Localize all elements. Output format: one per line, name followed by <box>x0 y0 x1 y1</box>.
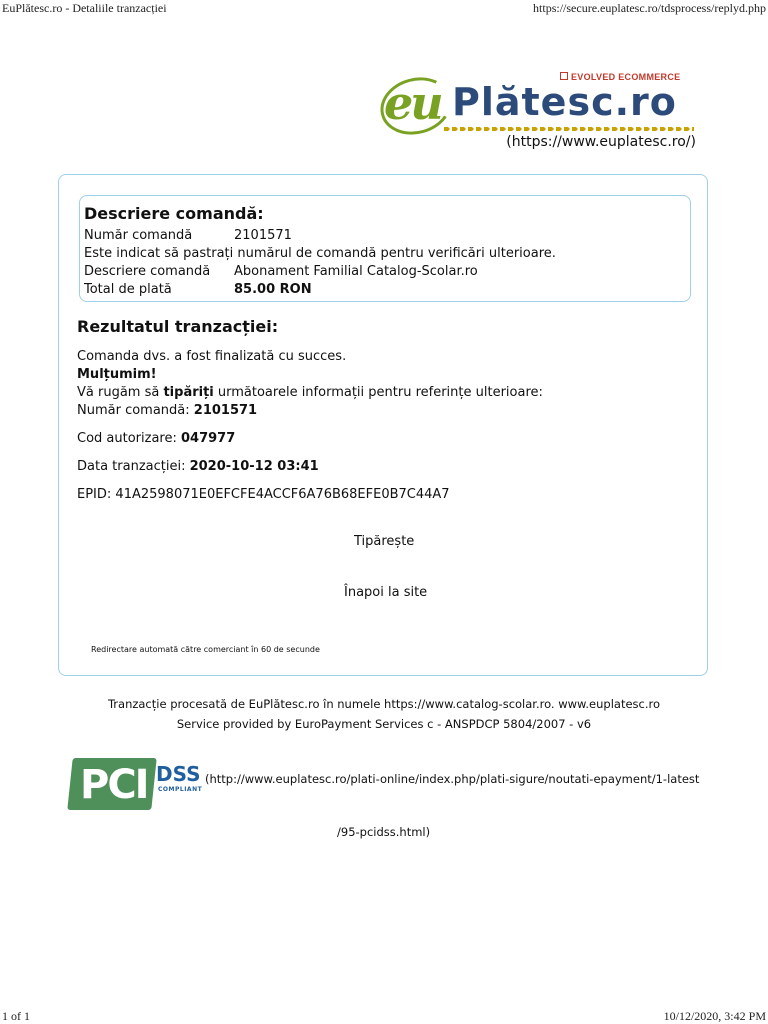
order-number-label: Număr comandă <box>84 228 193 243</box>
order-number-row <box>84 228 292 243</box>
pci-text: PCI <box>80 762 148 808</box>
order-total-row <box>84 282 312 297</box>
order-total-label: Total de plată <box>84 282 172 297</box>
print-header-url: https://secure.euplatesc.ro/tdsprocess/replyd.php <box>533 1 766 15</box>
result-date: Data tranzacției: 2020-10-12 03:41 <box>77 459 319 474</box>
square-icon <box>560 72 568 80</box>
footer-processed-by: Tranzacție procesată de EuPlătesc.ro în numele https://www.catalog-scolar.ro. www.euplatesc.ro <box>107 697 661 711</box>
logo-tagline: EVOLVED ECOMMERCE <box>560 72 680 82</box>
result-heading: Rezultatul tranzacției: <box>77 317 279 336</box>
redirect-notice: Redirectare automată către comerciant în 60 de secunde <box>91 645 320 654</box>
order-desc-row <box>84 264 478 279</box>
order-total-value: 85.00 RON <box>234 282 312 297</box>
order-heading: Descriere comandă: <box>84 204 264 223</box>
order-description-box <box>79 195 691 302</box>
print-footer-page: 1 of 1 <box>2 1009 30 1023</box>
logo-dots <box>444 126 694 132</box>
print-footer-datetime: 10/12/2020, 3:42 PM <box>663 1009 766 1023</box>
print-button[interactable]: Tipărește <box>354 534 415 549</box>
logo-link[interactable]: (https://www.euplatesc.ro/) <box>506 134 696 150</box>
order-desc-value: Abonament Familial Catalog-Scolar.ro <box>234 264 478 279</box>
pci-link-line1[interactable]: (http://www.euplatesc.ro/plati-online/index.php/plati-sigure/noutati-epayment/1-latest <box>205 772 700 786</box>
compliant-text: COMPLIANT <box>158 786 203 793</box>
pci-link-line2[interactable]: /95-pcidss.html) <box>337 825 431 839</box>
logo-eu: eu <box>384 76 441 130</box>
dss-text: DSS <box>156 762 201 786</box>
footer-service: Service provided by EuroPayment Services c - ANSPDCP 5804/2007 - v6 <box>176 717 592 731</box>
transaction-panel <box>58 174 708 676</box>
result-print-note: Vă rugăm să tipăriți următoarele informații pentru referințe ulterioare: <box>77 385 543 400</box>
result-thanks: Mulțumim! <box>77 367 157 382</box>
result-order-number: Număr comandă: 2101571 <box>77 403 258 418</box>
order-number-value: 2101571 <box>234 228 292 243</box>
order-note: Este indicat să pastrați numărul de comandă pentru verificări ulterioare. <box>84 246 556 261</box>
order-desc-label: Descriere comandă <box>84 264 211 279</box>
result-epid: EPID: 41A2598071E0EFCFE4ACCF6A76B68EFE0B7C44A7 <box>77 487 450 502</box>
result-success: Comanda dvs. a fost finalizată cu succes. <box>77 349 347 364</box>
result-auth-code: Cod autorizare: 047977 <box>77 431 236 446</box>
logo-brand: Plătesc.ro <box>452 80 677 124</box>
print-header-title: EuPlătesc.ro - Detaliile tranzacției <box>2 1 167 15</box>
pci-dss-badge <box>70 758 206 816</box>
back-to-site-button[interactable]: Înapoi la site <box>344 585 428 600</box>
